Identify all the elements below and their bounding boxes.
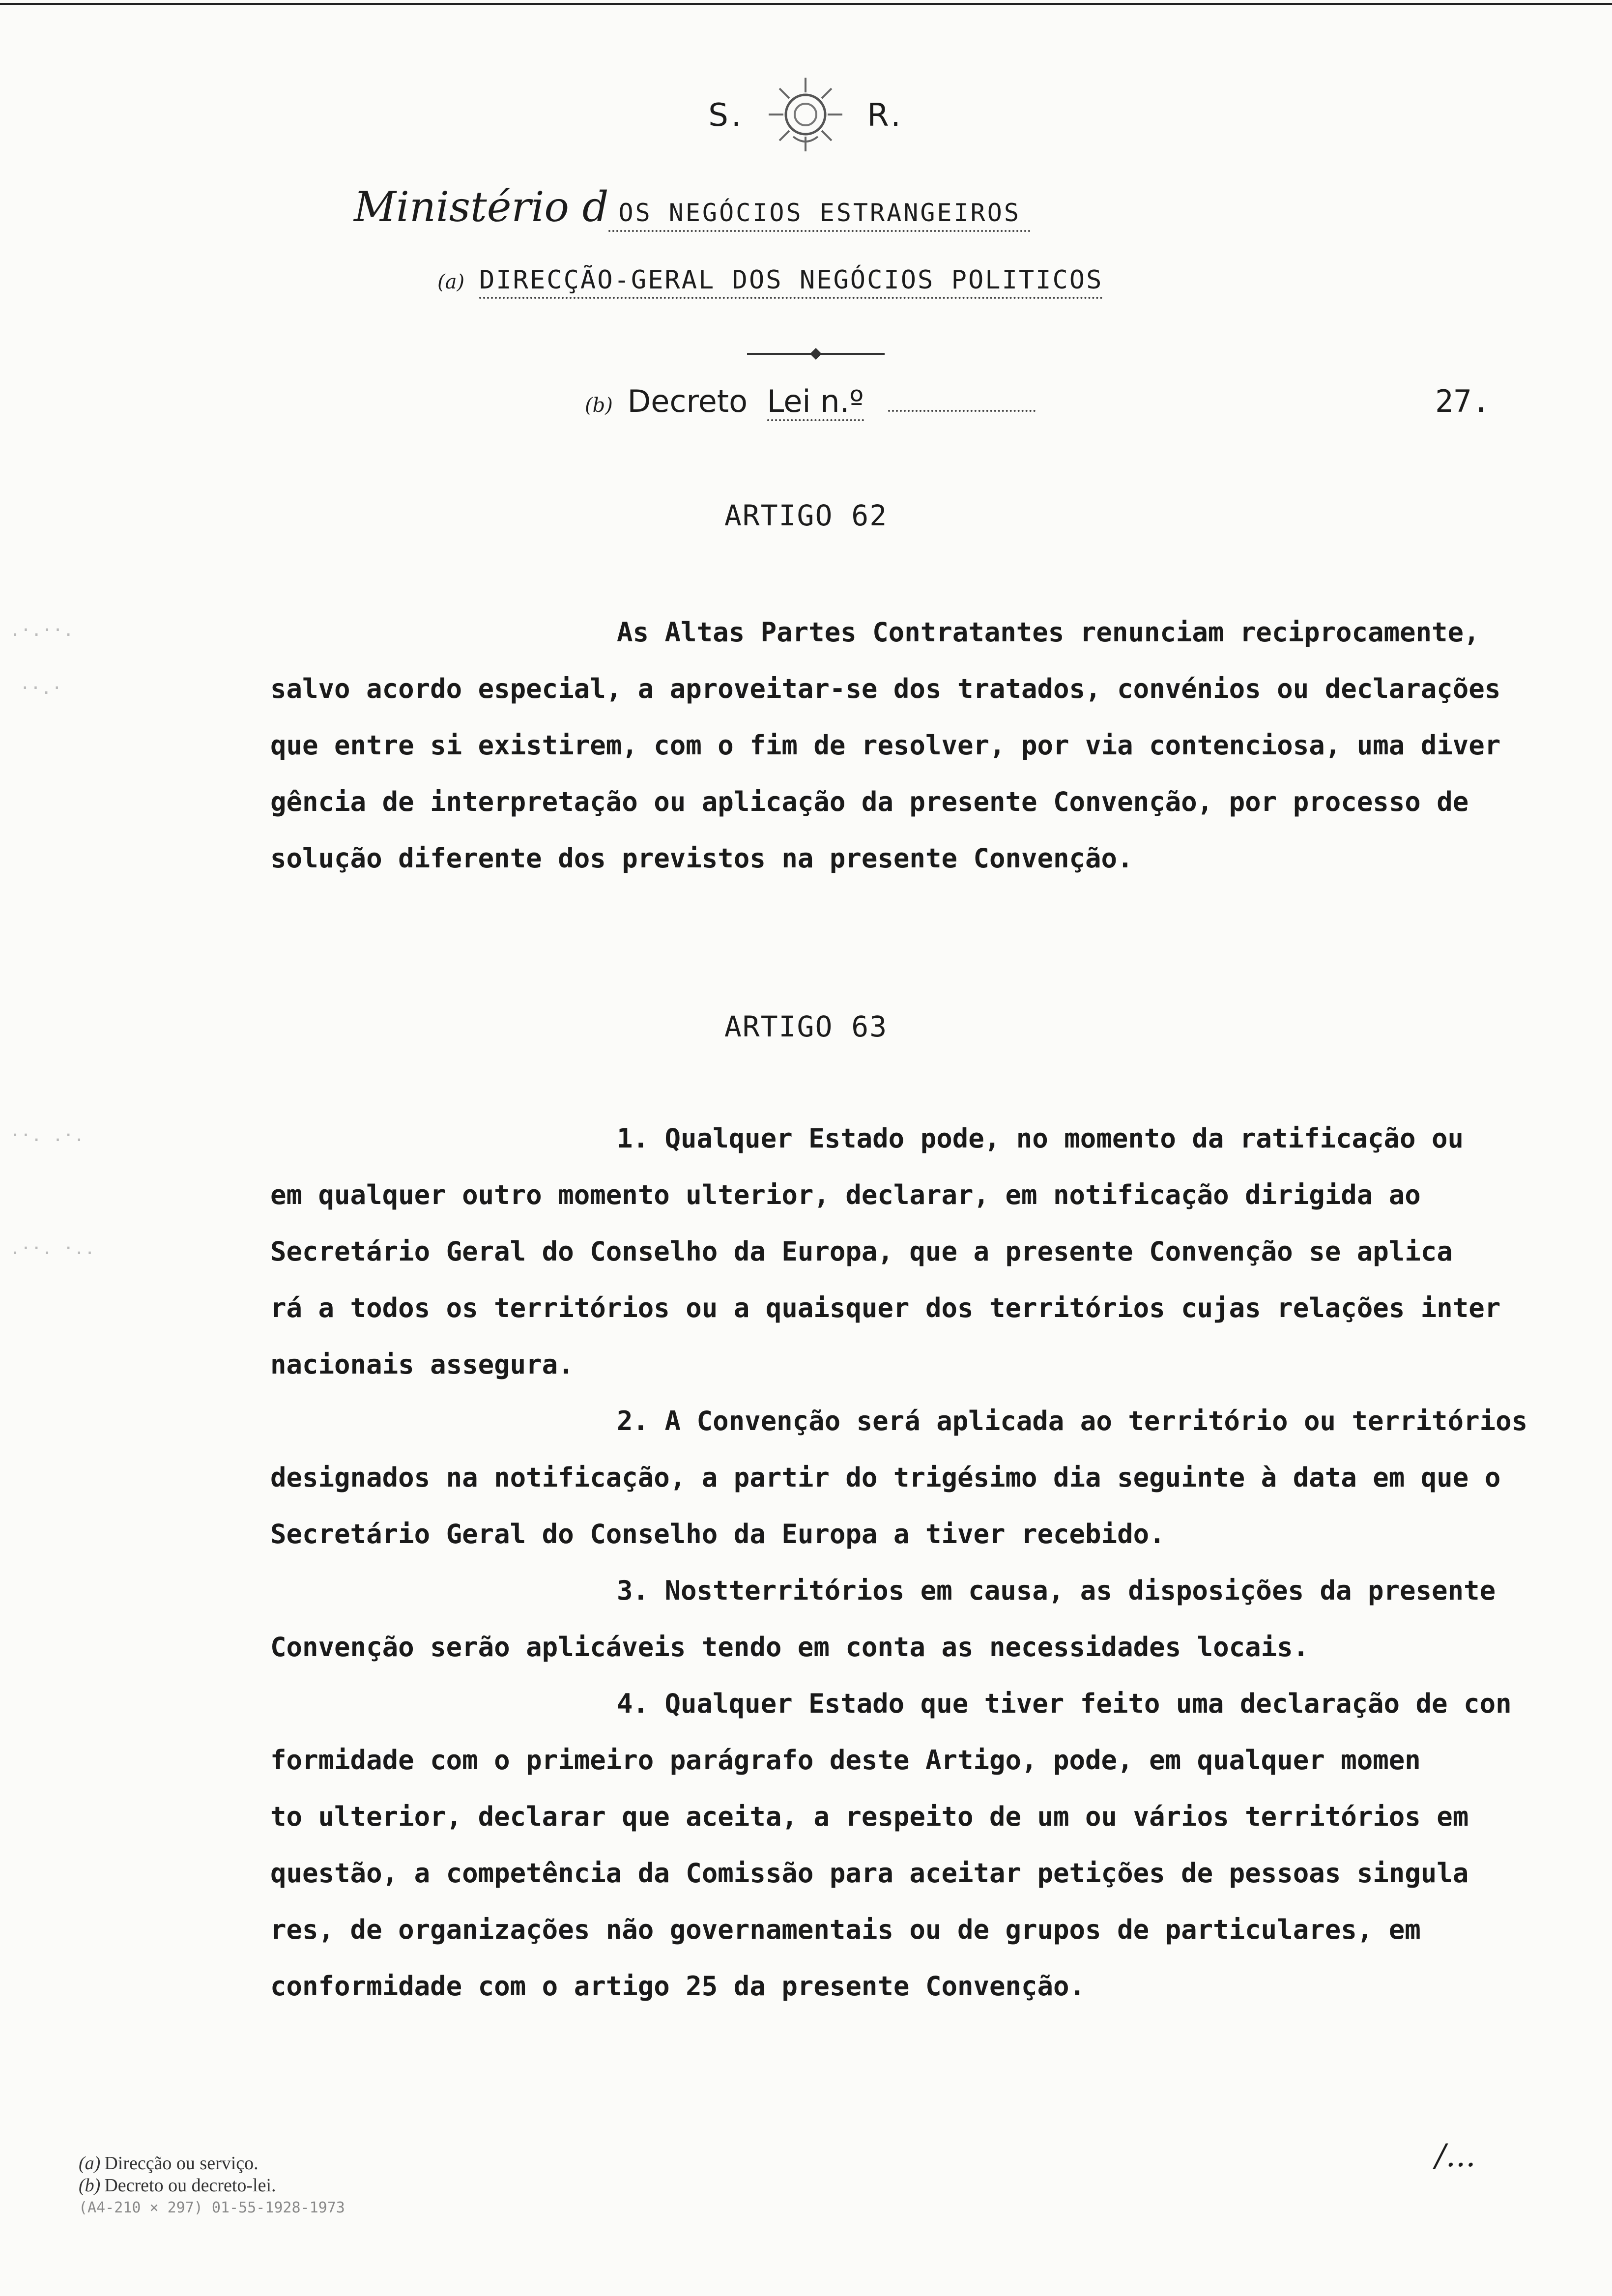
decree-line: [585, 383, 1036, 419]
article-63-line: 3. Nostterritórios em causa, as disposições da presente: [617, 1575, 1496, 1606]
article-63-line: conformidade com o artigo 25 da presente Convenção.: [270, 1971, 1086, 2002]
article-63-line: res, de organizações não governamentais ou de grupos de particulares, em: [270, 1914, 1421, 1945]
footnote-a: [79, 2152, 259, 2174]
article-63-line: 1. Qualquer Estado pode, no momento da ratificação ou: [617, 1123, 1464, 1154]
seal-left-letter: S.: [708, 97, 745, 134]
article-62-line: salvo acordo especial, a aproveitar-se dos tratados, convénios ou declarações: [270, 673, 1501, 704]
decree-label: Decreto: [627, 383, 748, 419]
continuation-mark: /...: [1435, 2138, 1476, 2174]
decree-year: 27.: [1435, 383, 1490, 419]
ministry-title: [354, 183, 1031, 231]
seal-right-letter: R.: [867, 97, 904, 134]
seal-header: [0, 74, 1612, 157]
article-63-line: rá a todos os territórios ou a quaisquer dos territórios cujas relações inter: [270, 1292, 1501, 1323]
ministry-name: OS NEGÓCIOS ESTRANGEIROS: [608, 199, 1030, 232]
margin-mark: .··. ·..: [10, 1238, 95, 1259]
footnote-marker: (b): [79, 2175, 101, 2196]
print-code: (A4-210 × 297) 01-55-1928-1973: [79, 2199, 345, 2216]
article-62-line: gência de interpretação ou aplicação da presente Convenção, por processo de: [270, 786, 1469, 817]
article-63-line: questão, a competência da Comissão para aceitar petições de pessoas singula: [270, 1858, 1469, 1889]
footnote-text: Decreto ou decreto-lei.: [104, 2175, 276, 2196]
top-border-line: [0, 3, 1612, 5]
field-marker-a: (a): [437, 271, 465, 293]
article-62-heading: ARTIGO 62: [724, 499, 888, 532]
coat-of-arms-icon: [764, 73, 847, 158]
article-63-heading: ARTIGO 63: [724, 1010, 888, 1043]
decree-number-label: Lei n.º: [767, 383, 864, 421]
margin-mark: ··. .·.: [10, 1125, 85, 1146]
article-62-line: que entre si existirem, com o fim de resolver, por via contenciosa, uma diver: [270, 730, 1501, 761]
ornament-divider: [747, 344, 885, 364]
ministry-prefix: Ministério d: [354, 183, 609, 231]
footnote-marker: (a): [79, 2153, 101, 2174]
field-marker-b: (b): [585, 394, 613, 417]
article-63-line: nacionais assegura.: [270, 1349, 574, 1380]
directorate-name: DIRECÇÃO-GERAL DOS NEGÓCIOS POLITICOS: [479, 265, 1103, 299]
article-62-line: As Altas Partes Contratantes renunciam reciprocamente,: [617, 617, 1480, 648]
article-63-line: formidade com o primeiro parágrafo deste Artigo, pode, em qualquer momen: [270, 1745, 1421, 1776]
margin-mark: .·.··.: [10, 620, 74, 640]
article-63-line: Convenção serão aplicáveis tendo em conta as necessidades locais.: [270, 1632, 1309, 1663]
article-63-line: 2. A Convenção será aplicada ao território ou territórios: [617, 1406, 1528, 1436]
article-63-line: 4. Qualquer Estado que tiver feito uma declaração de con: [617, 1688, 1512, 1719]
article-63-line: Secretário Geral do Conselho da Europa, que a presente Convenção se aplica: [270, 1236, 1453, 1267]
margin-mark: ··.·: [20, 678, 62, 698]
article-63-line: Secretário Geral do Conselho da Europa a tiver recebido.: [270, 1519, 1165, 1550]
article-62-line: solução diferente dos previstos na presente Convenção.: [270, 843, 1133, 874]
decree-number-blank: [888, 410, 1036, 412]
footnote-text: Direcção ou serviço.: [104, 2153, 259, 2174]
article-63-line: em qualquer outro momento ulterior, declarar, em notificação dirigida ao: [270, 1179, 1421, 1210]
footnote-b: [79, 2175, 276, 2196]
article-63-line: to ulterior, declarar que aceita, a respeito de um ou vários territórios em: [270, 1801, 1469, 1832]
article-63-line: designados na notificação, a partir do trigésimo dia seguinte à data em que o: [270, 1462, 1501, 1493]
directorate-line: [437, 265, 1103, 295]
